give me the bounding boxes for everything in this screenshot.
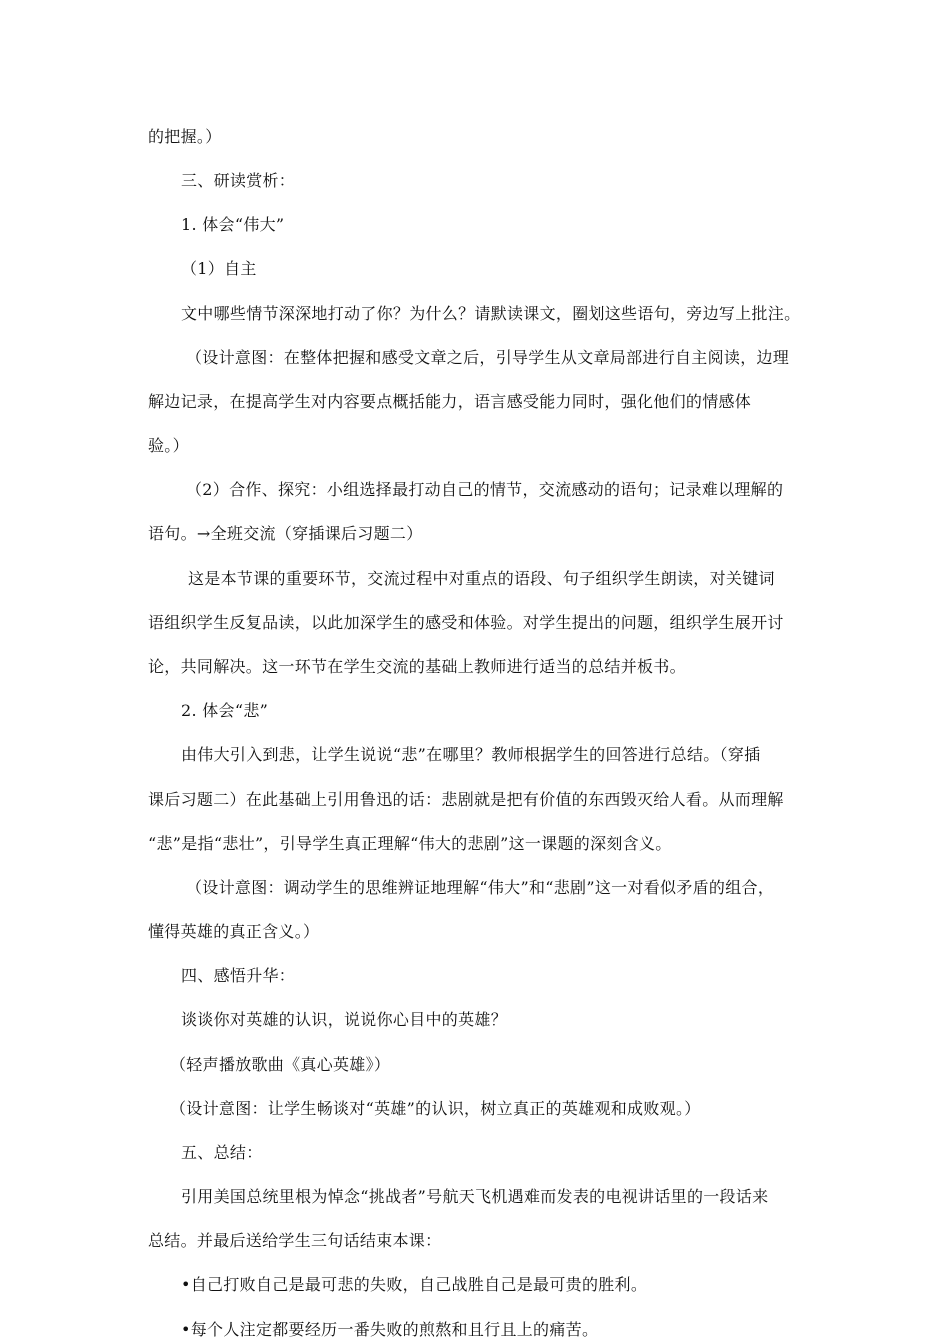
text-line: 文中哪些情节深深地打动了你？为什么？请默读课文，圈划这些语句，旁边写上批注。 [181,304,801,323]
text-line: 语句。→全班交流（穿插课后习题二） [148,524,423,543]
text-line: 课后习题二）在此基础上引用鲁迅的话：悲剧就是把有价值的东西毁灭给人看。从而理解 [148,790,784,809]
subsection-heading: 2. 体会“悲” [181,701,269,720]
text-line: 引用美国总统里根为悼念“挑战者”号航天飞机遇难而发表的电视讲话里的一段话来 [181,1187,769,1206]
text-line: （1）自主 [181,259,257,278]
text-line: 总结。并最后送给学生三句话结束本课： [148,1231,442,1250]
section-heading: 五、总结： [181,1143,263,1162]
text-line: 谈谈你对英雄的认识，说说你心目中的英雄？ [181,1010,508,1029]
text-line: “悲”是指“悲壮”，引导学生真正理解“伟大的悲剧”这一课题的深刻含义。 [148,834,672,853]
text-line: 解边记录，在提高学生对内容要点概括能力，语言感受能力同时，强化他们的情感体 [148,392,752,411]
subsection-heading: 1. 体会“伟大” [181,215,285,234]
text-line: 懂得英雄的真正含义。） [148,922,320,941]
text-line: （设计意图：让学生畅谈对“英雄”的认识，树立真正的英雄观和成败观。） [170,1099,701,1118]
text-line: 由伟大引入到悲，让学生说说“悲”在哪里？教师根据学生的回答进行总结。（穿插 [181,745,761,764]
bullet-line: •每个人注定都要经历一番失败的煎熬和且行且上的痛苦。 [181,1320,599,1339]
text-line: 论，共同解决。这一环节在学生交流的基础上教师进行适当的总结并板书。 [148,657,686,676]
section-heading: 四、感悟升华： [181,966,296,985]
text-line: 这是本节课的重要环节，交流过程中对重点的语段、句子组织学生朗读，对关键词 [188,569,775,588]
text-line: （设计意图：调动学生的思维辨证地理解“伟大”和“悲剧”这一对看似矛盾的组合， [186,878,775,897]
text-line: （轻声播放歌曲《真心英雄》） [170,1055,391,1074]
text-line: 语组织学生反复品读，以此加深学生的感受和体验。对学生提出的问题，组织学生展开讨 [148,613,784,632]
text-line: （2）合作、探究：小组选择最打动自己的情节，交流感动的语句；记录难以理解的 [186,480,784,499]
text-line: 验。） [148,436,189,455]
bullet-line: •自己打败自己是最可悲的失败，自己战胜自己是最可贵的胜利。 [181,1275,648,1294]
text-line: （设计意图：在整体把握和感受文章之后，引导学生从文章局部进行自主阅读，边理 [186,348,790,367]
section-heading: 三、研读赏析： [181,171,296,190]
text-line: 的把握。） [148,127,222,146]
